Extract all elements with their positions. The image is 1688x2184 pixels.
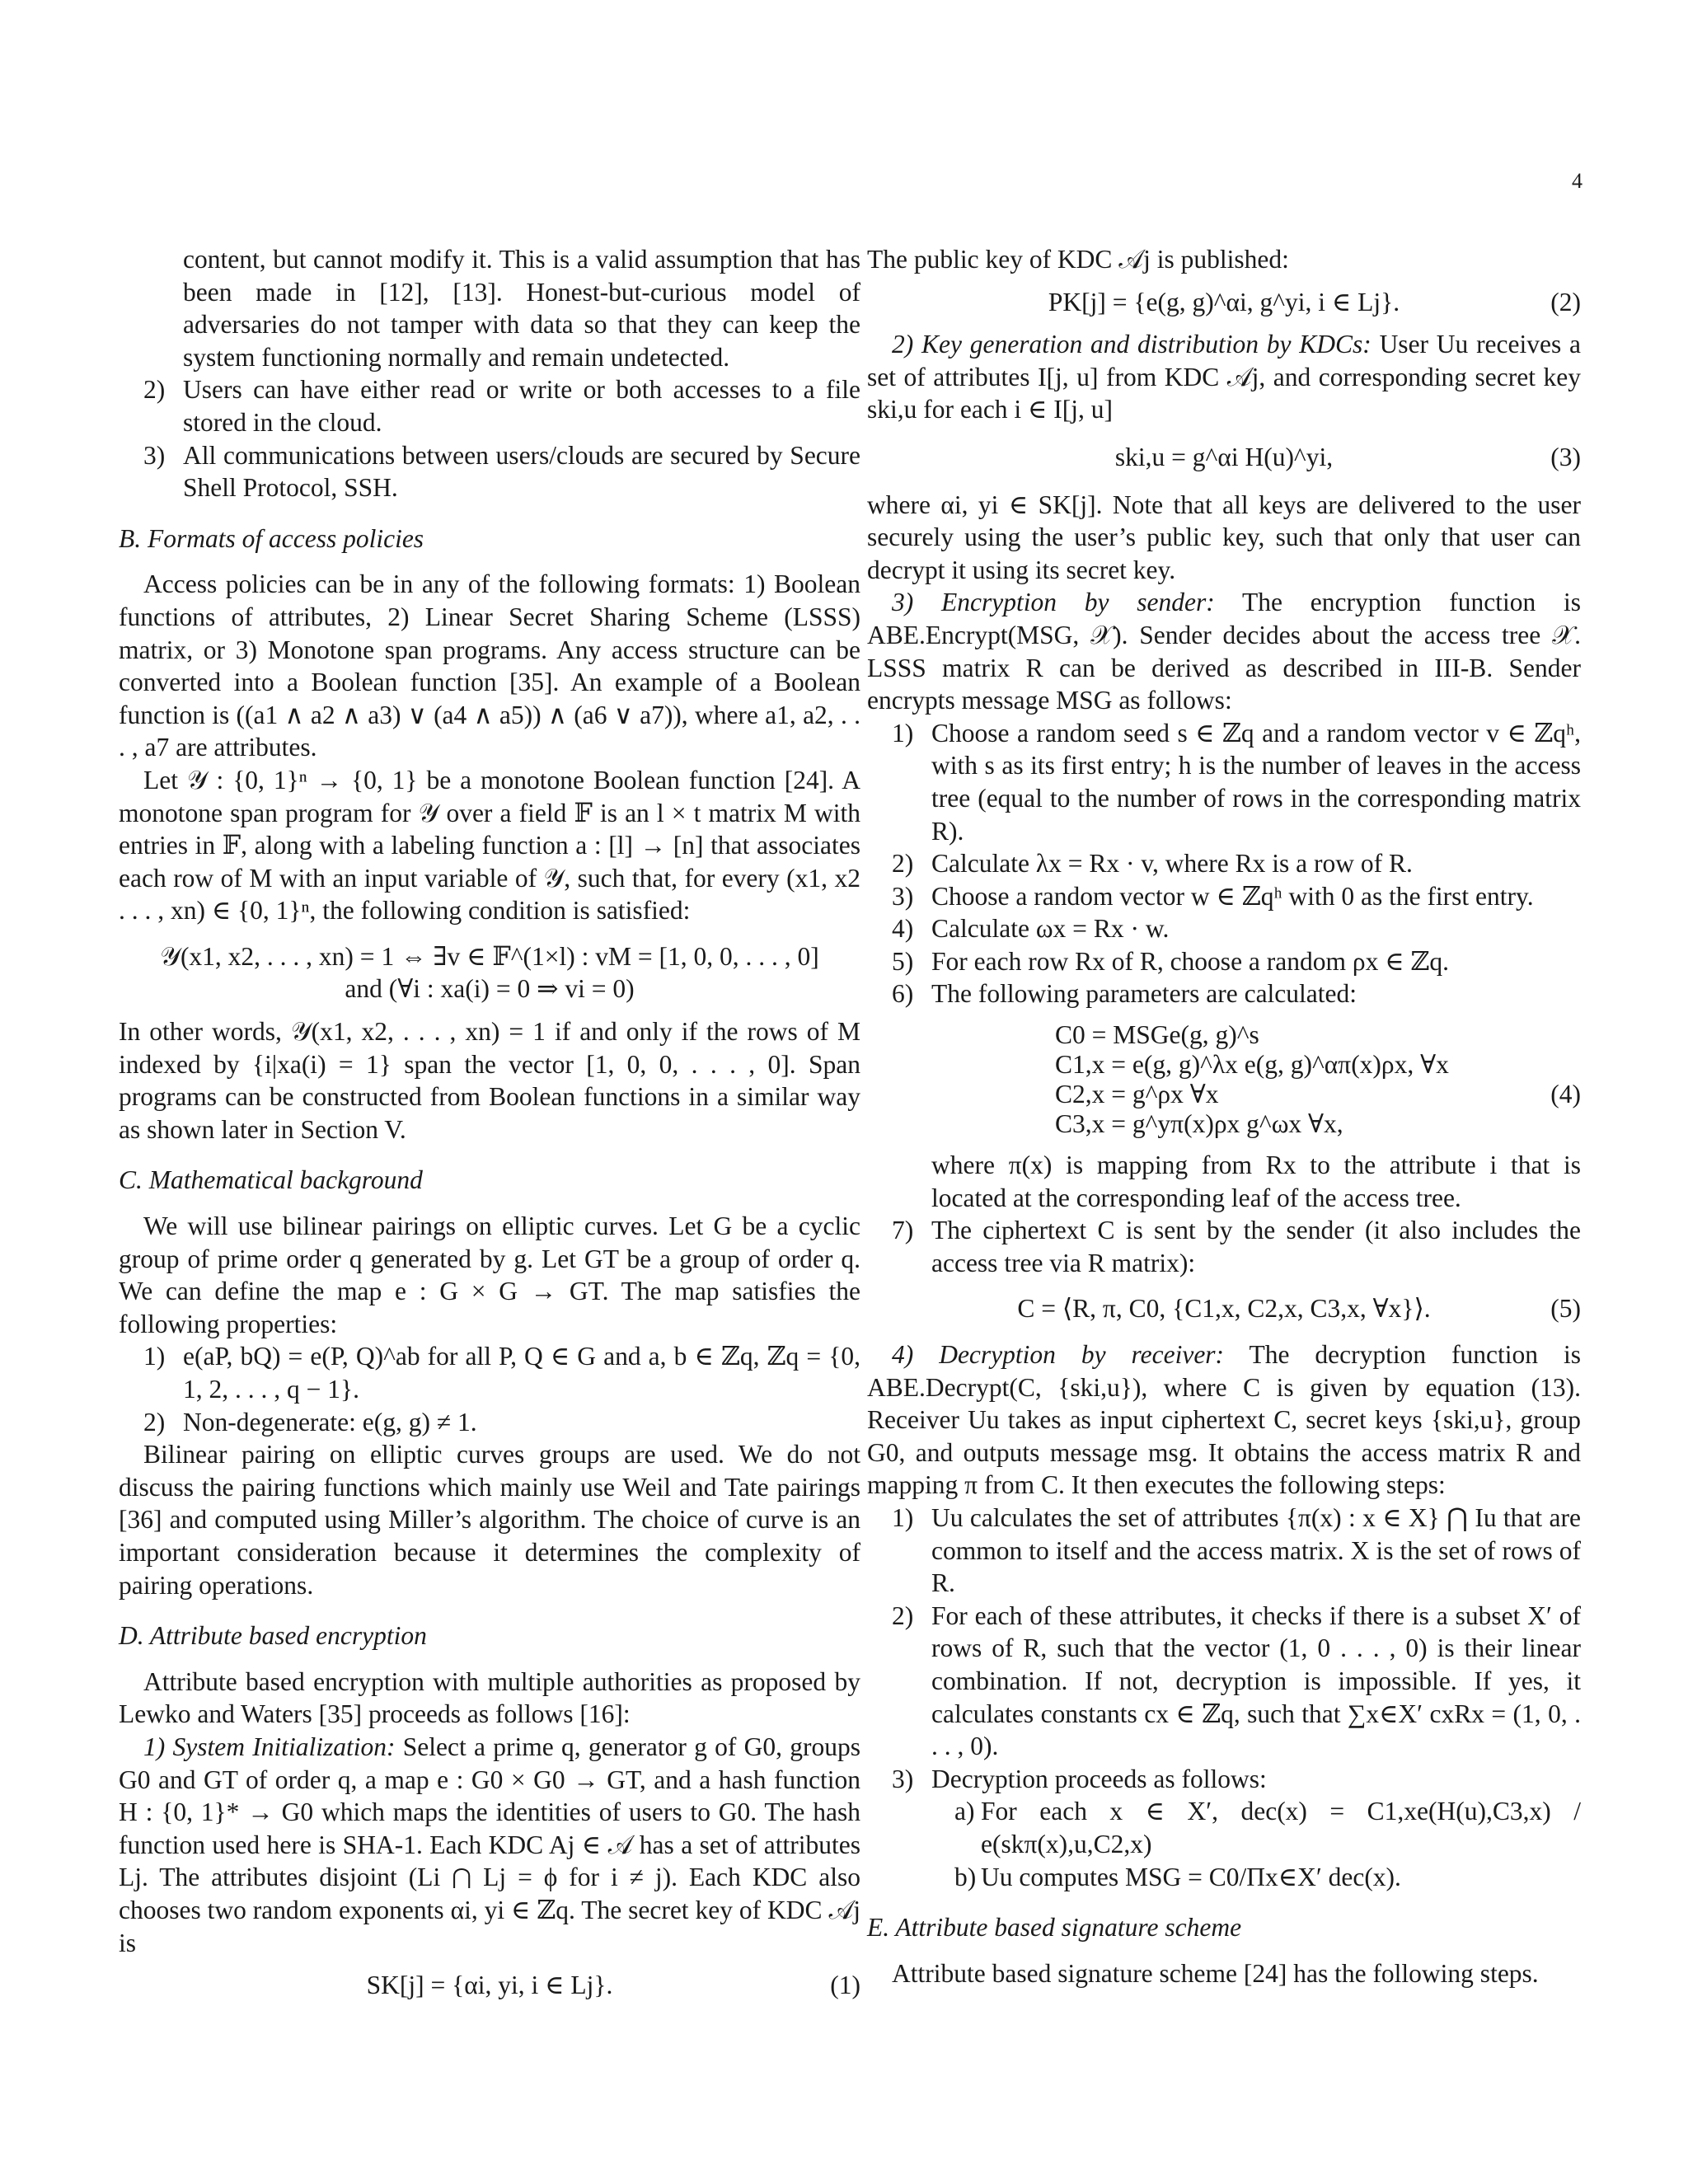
decryption-step-2: For each of these attributes, it checks if there is a subset X′ of rows of R, such that the vector (1, 0 . . . , 0) is their linear combination. If not, decryption is impossible. If yes, it calculates constants cx ∈ ℤq, such that ∑x∈X′ cxRx = (1, 0, . . . , 0). [931, 1601, 1581, 1761]
parameter-c3: C3,x = g^yπ(x)ρx g^ωx ∀x, [1055, 1109, 1343, 1139]
equation-5 [867, 1292, 1581, 1325]
encryption-step-6: The following parameters are calculated: [931, 979, 1357, 1009]
equation-4-number: (4) [1550, 1080, 1581, 1109]
list-item: 3) Decryption proceeds as follows: a) For each x ∈ X′, dec(x) = C1,xe(H(u),C3,x) / e(skπ(x),u,C2,x) b) Uu computes MSG = C0/Πx∈X′ dec(x). [867, 1763, 1581, 1893]
list-item: 2) Calculate λx = Rx · v, where Rx is a row of R. [892, 849, 1413, 879]
encryption-text: The encryption function is ABE.Encrypt(MSG, 𝒳). Sender decides about the access tree 𝒳. LSSS matrix R can be derived as described in III-B. Sender encrypts message MSG as follows: [867, 588, 1581, 715]
paragraph: Attribute based signature scheme [24] has the following steps. [892, 1958, 1539, 1988]
paragraph [867, 1338, 1581, 1502]
properties-list [119, 1340, 860, 1438]
decryption-text: The decryption function is ABE.Decrypt(C, {ski,u}), where C is given by equation (13). Receiver Uu takes as input ciphertext C, secret keys {ski,u}, group G0, and outputs message msg. It obtains the access matrix R and mapping π from C. It then executes the following steps: [867, 1340, 1582, 1500]
right-column [867, 243, 1581, 1990]
assumption-2: Users can have either read or write or both accesses to a file stored in the cloud. [183, 375, 860, 437]
property-1: e(aP, bQ) = e(P, Q)^ab for all P, Q ∈ G and a, b ∈ ℤq, ℤq = {0, 1, 2, . . . , q − 1}. [183, 1342, 860, 1404]
parameter-c0: C0 = MSGe(g, g)^s [1055, 1020, 1259, 1050]
equation-3 [867, 441, 1581, 474]
equation-4 [931, 1020, 1581, 1139]
list-item: 2) Non-degenerate: e(g, g) ≠ 1. [143, 1407, 477, 1436]
list-item: 3) All communications between users/clouds are secured by Secure Shell Protocol, SSH. [143, 440, 860, 503]
decryption-step-3: Decryption proceeds as follows: [931, 1764, 1267, 1793]
decryption-substeps [931, 1795, 1581, 1893]
equation-5-body: C = ⟨R, π, C0, {C1,x, C2,x, C3,x, ∀x}⟩. [1017, 1294, 1431, 1324]
paragraph: Access policies can be in any of the following formats: 1) Boolean functions of attributes, 2) Linear Secret Sharing Scheme (LSSS) matrix, or 3) Monotone span programs. Any access structure can be converted into a Boolean function [35]. An example of a Boolean function is ((a1 ∧ a2 ∧ a3) ∨ (a4 ∧ a5)) ∧ (a6 ∨ a7)), where a1, a2, . . . , a7 are attributes. [119, 569, 860, 762]
paragraph [119, 1731, 860, 1959]
section-d-title: D. Attribute based encryption [119, 1621, 427, 1651]
paragraph: Bilinear pairing on elliptic curves groups are used. We do not discuss the pairing functions which mainly use Weil and Tate pairings [36] and computed using Miller’s algorithm. The choice of curve is an important consideration because it determines the complexity of pairing operations. [119, 1440, 860, 1600]
equation-3-number: (3) [1550, 442, 1581, 471]
pi-mapping-text: where π(x) is mapping from Rx to the attribute i that is located at the corresponding leaf of the access tree. [931, 1151, 1581, 1212]
decryption-substep-b: Uu computes MSG = C0/Πx∈X′ dec(x). [981, 1862, 1401, 1891]
list-item: 2) For each of these attributes, it checks if there is a subset X′ of rows of R, such that the vector (1, 0 . . . , 0) is their linear combination. If not, decryption is impossible. If yes, it calculates constants cx ∈ ℤq, such that ∑x∈X′ cxRx = (1, 0, . . . , 0). [892, 1601, 1581, 1761]
paragraph: The public key of KDC 𝒜j is published: [867, 245, 1289, 274]
list-item [119, 243, 860, 373]
section-e-title: E. Attribute based signature scheme [867, 1913, 1242, 1943]
list-item: a) For each x ∈ X′, dec(x) = C1,xe(H(u),C3,x) / e(skπ(x),u,C2,x) [954, 1797, 1581, 1858]
encryption-step-5: For each row Rx of R, choose a random ρx ∈ ℤq. [931, 946, 1450, 976]
list-item: 1) Choose a random seed s ∈ ℤq and a random vector v ∈ ℤqʰ, with s as its first entry; h is the number of leaves in the access tree (equal to the number of rows in the corresponding matrix R). [892, 718, 1581, 846]
encryption-step-3: Choose a random vector w ∈ ℤqʰ with 0 as the first entry. [931, 881, 1534, 911]
assumption-1-continued: content, but cannot modify it. This is a valid assumption that has been made in [12], [13]. Honest-but-curious model of adversaries do not tamper with data so that they can keep the system functioning normally and remain undetected. [183, 245, 860, 372]
list-item: 2) Users can have either read or write or both accesses to a file stored in the cloud. [143, 375, 860, 437]
list-item: 6) The following parameters are calculated: C0 = MSGe(g, g)^s C1,x = e(g, g)^λx e(g, g)^απ(x)ρx, ∀x C2,x = g^ρx ∀x C3,x = g^yπ(x)ρx g^ωx ∀x, (4) where π(x) is mapping from Rx to the attribute i that is located at the corresponding leaf of the access tree. [867, 977, 1581, 1214]
paragraph: Attribute based encryption with multiple authorities as proposed by Lewko and Waters [35] proceeds as follows [16]: [119, 1666, 860, 1729]
decryption-step-1: Uu calculates the set of attributes {π(x) : x ∈ X} ⋂ Iu that are common to itself and the access matrix. X is the set of rows of R. [931, 1503, 1581, 1598]
system-init-text: Select a prime q, generator g of G0, groups G0 and GT of order q, a map e : G0 × G0 → GT, and a hash function H : {0, 1}* → G0 which maps the identities of users to G0. The hash function used here is SHA-1. Each KDC Aj ∈ 𝒜 has a set of attributes Lj. The attributes disjoint (Li ⋂ Lj = ϕ for i ≠ j). Each KDC also chooses two random exponents αi, yi ∈ ℤq. The secret key of KDC 𝒜j is [119, 1732, 861, 1957]
decryption-steps [867, 1502, 1581, 1893]
span-program-equation: 𝒴(x1, x2, . . . , xn) = 1 ⇔ ∃v ∈ 𝔽^(1×l) : vM = [1, 0, 0, . . . , 0] [160, 941, 819, 971]
equation-1-body: SK[j] = {αi, yi, i ∈ Lj}. [366, 1971, 613, 2000]
page-number: 4 [1572, 169, 1582, 193]
equation-2-body: PK[j] = {e(g, g)^αi, g^yi, i ∈ Lj}. [1048, 287, 1400, 316]
span-program-condition: and (∀i : xa(i) = 0 ⇒ vi = 0) [345, 974, 635, 1004]
encryption-step-2: Calculate λx = Rx · v, where Rx is a row of R. [931, 849, 1413, 879]
paragraph: Let 𝒴 : {0, 1}ⁿ → {0, 1} be a monotone Boolean function [24]. A monotone span program for 𝒴 over a field 𝔽 is an l × t matrix M with entries in 𝔽, along with a labeling function a : [l] → [n] that associates each row of M with an input variable of 𝒴, such that, for every (x1, x2 . . . , xn) ∈ {0, 1}ⁿ, the following condition is satisfied: [119, 765, 860, 926]
equation-3-body: ski,u = g^αi H(u)^yi, [1114, 442, 1334, 471]
subsection-heading: 4) Decryption by receiver: [892, 1340, 1225, 1370]
equation-2 [867, 286, 1581, 319]
encryption-step-1: Choose a random seed s ∈ ℤq and a random vector v ∈ ℤqʰ, with s as its first entry; h is the number of leaves in the access tree (equal to the number of rows in the corresponding matrix R). [931, 718, 1581, 846]
list-item: 4) Calculate ωx = Rx · w. [892, 914, 1170, 944]
parameter-c1: C1,x = e(g, g)^λx e(g, g)^απ(x)ρx, ∀x [1055, 1050, 1449, 1080]
equation-5-number: (5) [1550, 1294, 1581, 1324]
paragraph [867, 586, 1581, 716]
paragraph [867, 328, 1581, 426]
list-item: 3) Choose a random vector w ∈ ℤqʰ with 0 as the first entry. [892, 881, 1534, 911]
encryption-step-7: The ciphertext C is sent by the sender (it also includes the access tree via R matrix): [931, 1216, 1581, 1277]
paragraph: We will use bilinear pairings on elliptic curves. Let G be a cyclic group of prime order q generated by g. Let GT be a group of order q. We can define the map e : G × G → GT. The map satisfies the following properties: [119, 1212, 860, 1338]
encryption-steps [867, 717, 1581, 1280]
keygen-text: User Uu receives a set of attributes I[j, u] from KDC 𝒜j, and corresponding secret key ski,u for each i ∈ I[j, u] [867, 330, 1581, 424]
equation-2-number: (2) [1550, 287, 1581, 316]
list-item: b) Uu computes MSG = C0/Πx∈X′ dec(x). [954, 1862, 1401, 1891]
parameter-c2: C2,x = g^ρx ∀x [1055, 1080, 1219, 1109]
equation-1-number: (1) [830, 1971, 860, 2000]
list-item: 1) Uu calculates the set of attributes {π(x) : x ∈ X} ⋂ Iu that are common to itself and the access matrix. X is the set of rows of R. [892, 1503, 1581, 1598]
left-column [119, 243, 860, 2012]
paragraph: where αi, yi ∈ SK[j]. Note that all keys are delivered to the user securely using the user’s public key, such that only that user can decrypt it using its secret key. [867, 490, 1581, 584]
decryption-substep-a: For each x ∈ X′, dec(x) = C1,xe(H(u),C3,x) / e(skπ(x),u,C2,x) [981, 1797, 1581, 1858]
encryption-step-4: Calculate ωx = Rx · w. [931, 914, 1170, 944]
list-item: 7) The ciphertext C is sent by the sender (it also includes the access tree via R matrix): [892, 1216, 1581, 1277]
property-2: Non-degenerate: e(g, g) ≠ 1. [183, 1407, 477, 1436]
subsection-heading: 3) Encryption by sender: [892, 588, 1215, 617]
paragraph: In other words, 𝒴(x1, x2, . . . , xn) = 1 if and only if the rows of M indexed by {i|xa(i) = 1} span the vector [1, 0, 0, . . . , 0]. Span programs can be constructed from Boolean functions in a similar way as shown later in Section V. [119, 1017, 860, 1144]
list-item: 5) For each row Rx of R, choose a random ρx ∈ ℤq. [892, 946, 1450, 976]
list-item: 1) e(aP, bQ) = e(P, Q)^ab for all P, Q ∈ G and a, b ∈ ℤq, ℤq = {0, 1, 2, . . . , q − 1}. [143, 1342, 860, 1404]
section-c-title: C. Mathematical background [119, 1165, 423, 1195]
assumption-3: All communications between users/clouds are secured by Secure Shell Protocol, SSH. [183, 440, 860, 503]
section-b-title: B. Formats of access policies [119, 523, 424, 553]
assumption-list [119, 243, 860, 504]
subsection-heading: 2) Key generation and distribution by KDCs: [892, 330, 1372, 359]
equation-1 [119, 1969, 860, 2002]
subsection-heading: 1) System Initialization: [143, 1732, 396, 1761]
parameter-list [1055, 1020, 1581, 1139]
